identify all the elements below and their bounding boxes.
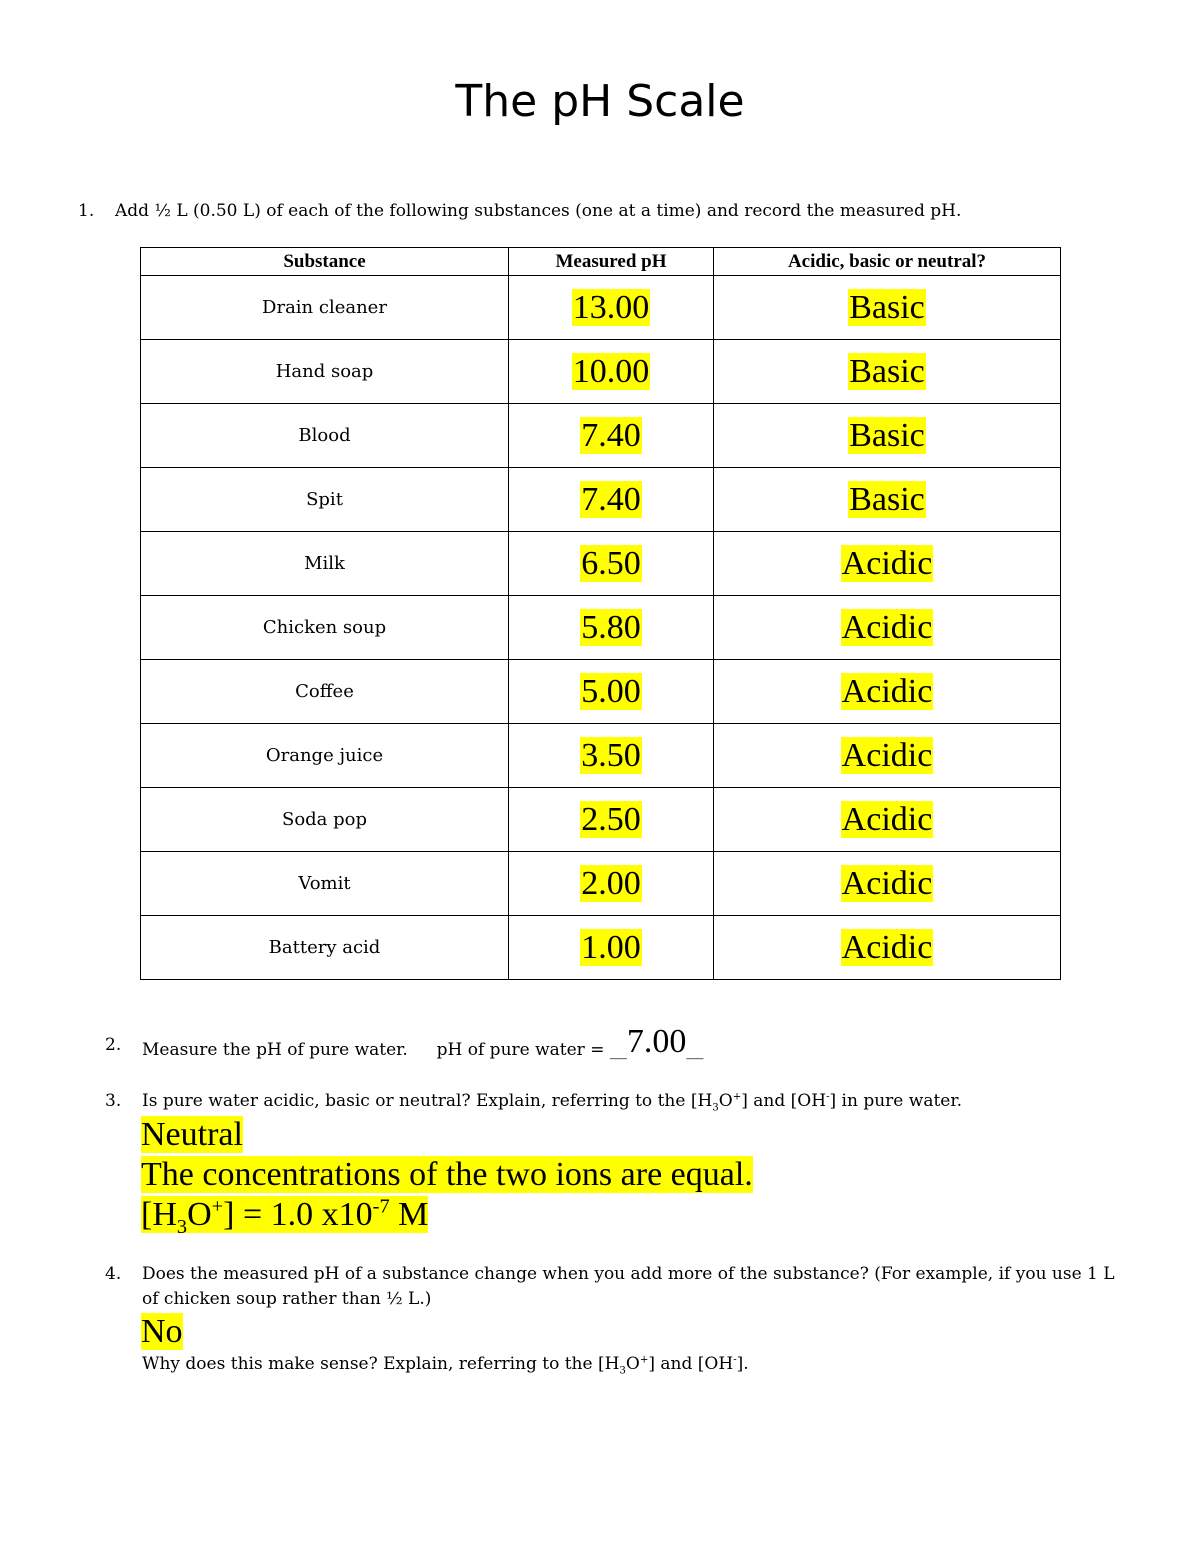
header-acidic-basic: Acidic, basic or neutral? (714, 248, 1061, 276)
classification-value: Acidic (841, 544, 933, 582)
classification-value: Acidic (841, 928, 933, 966)
classification-value: Basic (849, 352, 925, 390)
question-text: Measure the pH of pure water. (142, 1040, 408, 1060)
ph-cell (509, 596, 714, 660)
question-text-part: ]. (736, 1354, 749, 1374)
subscript: 3 (619, 1365, 626, 1377)
answer-part: M (389, 1196, 429, 1233)
question-3 (105, 1088, 963, 1114)
table-header-row (141, 248, 1061, 276)
question-number: 3. (105, 1091, 122, 1111)
answer-part: O (187, 1196, 212, 1233)
question-text: Add ½ L (0.50 L) of each of the following substances (one at a time) and record the measured pH. (115, 201, 962, 221)
superscript: - (733, 1354, 737, 1366)
ph-value: 6.50 (581, 544, 641, 582)
question-text-part: Is pure water acidic, basic or neutral? Explain, referring to the [H (142, 1091, 713, 1111)
superscript: + (639, 1354, 649, 1366)
ph-value: 3.50 (581, 736, 641, 774)
answer-text: The concentrations of the two ions are equal. (141, 1156, 753, 1193)
ph-water-answer: 7.00 (626, 1023, 687, 1060)
classification-cell (714, 596, 1061, 660)
substance-cell: Drain cleaner (141, 276, 509, 340)
substance-cell: Orange juice (141, 724, 509, 788)
table-row (141, 660, 1061, 724)
ph-cell (509, 916, 714, 980)
question-text: of chicken soup rather than ½ L.) (142, 1289, 432, 1309)
substance-cell: Battery acid (141, 916, 509, 980)
ph-cell (509, 276, 714, 340)
table-row (141, 852, 1061, 916)
header-substance: Substance (141, 248, 509, 276)
table-row (141, 916, 1061, 980)
classification-cell (714, 788, 1061, 852)
classification-cell (714, 468, 1061, 532)
question-text-part: ] and [OH (648, 1354, 734, 1374)
ph-cell (509, 788, 714, 852)
answer-part: ] = 1.0 x10 (223, 1196, 373, 1233)
ph-cell (509, 340, 714, 404)
classification-cell (714, 724, 1061, 788)
table-row (141, 276, 1061, 340)
question-4-why (142, 1351, 749, 1377)
substance-cell: Milk (141, 532, 509, 596)
question-text-part: ] and [OH (741, 1091, 827, 1111)
answer-text: Neutral (141, 1116, 243, 1153)
classification-cell (714, 916, 1061, 980)
table-row (141, 404, 1061, 468)
substance-cell: Hand soap (141, 340, 509, 404)
substance-cell: Chicken soup (141, 596, 509, 660)
classification-value: Acidic (841, 672, 933, 710)
answer-text: No (141, 1313, 183, 1350)
question-text-part: Why does this make sense? Explain, referring to the [H (142, 1354, 620, 1374)
table-row (141, 788, 1061, 852)
question-number: 4. (105, 1264, 122, 1284)
question-text-part: O (718, 1091, 733, 1111)
answer-4 (141, 1313, 183, 1350)
table-row (141, 468, 1061, 532)
ph-water-after: __ (686, 1040, 704, 1060)
classification-value: Basic (849, 480, 925, 518)
ph-value: 13.00 (572, 288, 650, 326)
table-row (141, 596, 1061, 660)
ph-table (140, 247, 1061, 980)
ph-value: 5.00 (581, 672, 641, 710)
answer-text (141, 1195, 429, 1238)
superscript: + (732, 1091, 742, 1103)
question-text-part: ] in pure water. (829, 1091, 963, 1111)
classification-value: Acidic (841, 736, 933, 774)
superscript: -7 (372, 1195, 390, 1218)
table-row (141, 724, 1061, 788)
ph-value: 10.00 (572, 352, 650, 390)
ph-cell (509, 852, 714, 916)
question-text: Does the measured pH of a substance change when you add more of the substance? (For example, if you use 1 L (142, 1264, 1115, 1284)
classification-cell (714, 660, 1061, 724)
answer-3-line-3 (141, 1195, 429, 1238)
classification-value: Acidic (841, 800, 933, 838)
ph-value: 5.80 (581, 608, 641, 646)
classification-value: Basic (849, 288, 925, 326)
ph-value: 1.00 (581, 928, 641, 966)
question-number: 2. (105, 1035, 122, 1055)
question-4 (105, 1261, 1115, 1287)
question-text-part: O (625, 1354, 640, 1374)
ph-cell (509, 404, 714, 468)
question-2 (105, 1023, 704, 1063)
ph-cell (509, 660, 714, 724)
question-1 (78, 198, 962, 224)
ph-water-label: pH of pure water = __ (436, 1040, 627, 1060)
superscript: - (826, 1091, 830, 1103)
substance-cell: Blood (141, 404, 509, 468)
ph-value: 2.50 (581, 800, 641, 838)
page-title: The pH Scale (455, 76, 745, 127)
answer-3-line-1 (141, 1116, 243, 1153)
classification-cell (714, 404, 1061, 468)
substance-cell: Coffee (141, 660, 509, 724)
substance-cell: Spit (141, 468, 509, 532)
superscript: + (211, 1195, 224, 1218)
question-4-line-2 (142, 1286, 431, 1312)
classification-cell (714, 852, 1061, 916)
ph-cell (509, 532, 714, 596)
answer-part: [H (141, 1196, 177, 1233)
table-row (141, 532, 1061, 596)
ph-value: 2.00 (581, 864, 641, 902)
substance-cell: Vomit (141, 852, 509, 916)
classification-cell (714, 276, 1061, 340)
ph-value: 7.40 (581, 480, 641, 518)
answer-3-line-2 (141, 1156, 753, 1193)
subscript: 3 (712, 1102, 719, 1114)
classification-cell (714, 340, 1061, 404)
ph-cell (509, 724, 714, 788)
subscript: 3 (176, 1215, 188, 1238)
classification-value: Acidic (841, 864, 933, 902)
header-measured-ph: Measured pH (509, 248, 714, 276)
ph-cell (509, 468, 714, 532)
question-number: 1. (78, 201, 95, 221)
substance-cell: Soda pop (141, 788, 509, 852)
classification-value: Acidic (841, 608, 933, 646)
table-row (141, 340, 1061, 404)
classification-value: Basic (849, 416, 925, 454)
classification-cell (714, 532, 1061, 596)
ph-value: 7.40 (581, 416, 641, 454)
